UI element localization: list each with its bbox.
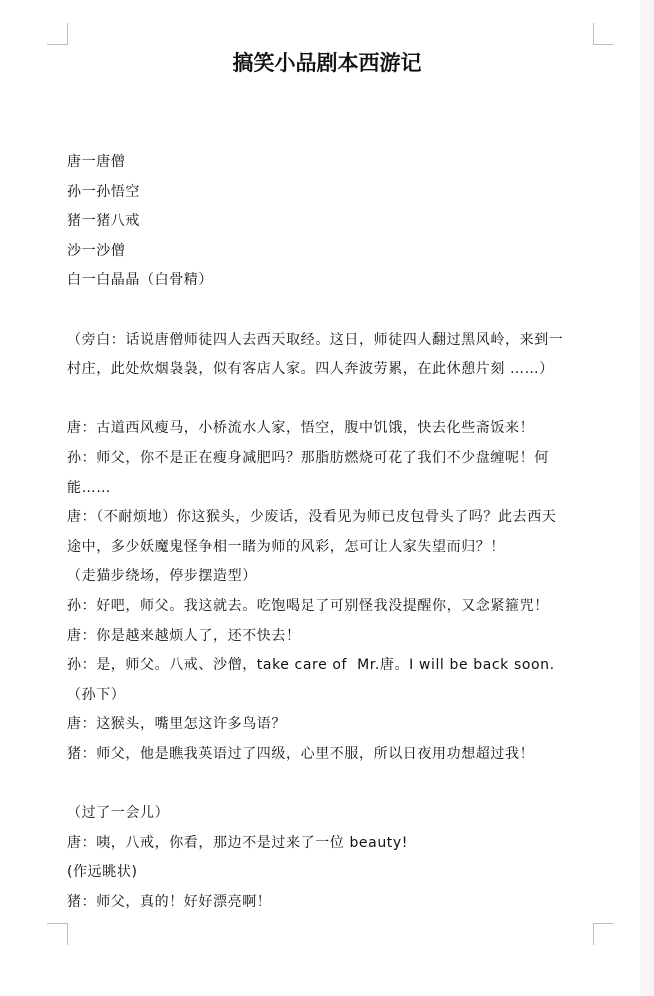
stage-direction: (作远眺状): [67, 864, 138, 881]
cast-item: 孙一孙悟空: [67, 183, 140, 200]
cast-list: [67, 148, 587, 296]
dialogue-line: 唐：（不耐烦地）你这猴头，少废话，没看见为师已皮包骨头了吗？此去西天: [67, 509, 557, 526]
dialogue-line: 唐：这猴头，嘴里怎这许多鸟语？: [67, 716, 286, 733]
page-corner-mark-top-left: [47, 23, 68, 45]
narration-line: 村庄，此处炊烟袅袅，似有客店人家。四人奔波劳累，在此休憩片刻 ……）: [67, 361, 554, 378]
dialogue-section-2: [67, 799, 587, 917]
blank-line: [67, 385, 587, 415]
narration: [67, 326, 587, 385]
stage-direction: （过了一会儿）: [67, 805, 170, 822]
cast-item: 唐一唐僧: [67, 154, 126, 170]
dialogue-line: 孙：师父，你不是正在瘦身减肥吗？那脂肪燃烧可花了我们不少盘缠呢！何: [67, 449, 549, 466]
dialogue-line: 唐：你是越来越烦人了，还不快去！: [67, 627, 301, 644]
document-body[interactable]: [67, 148, 587, 917]
dialogue-section: [67, 414, 587, 769]
page-corner-mark-top-right: [593, 23, 614, 45]
dialogue-line: 孙：是，师父。八戒、沙僧，take care of Mr.唐。I will be back soon.: [67, 657, 555, 674]
stage-direction: （孙下）: [67, 686, 126, 703]
dialogue-line: 猪：师父，真的！好好漂亮啊！: [67, 893, 272, 910]
dialogue-line: 途中，多少妖魔鬼怪争相一睹为师的风彩，怎可让人家失望而归？！: [67, 538, 505, 555]
dialogue-line: 孙：好吧，师父。我这就去。吃饱喝足了可别怪我没提醒你，又念紧箍咒！: [67, 597, 549, 614]
narration-line: （旁白：话说唐僧师徒四人去西天取经。这日，师徒四人翻过黑风岭，来到一: [67, 331, 564, 348]
dialogue-line: 猪：师父，他是瞧我英语过了四级，心里不服，所以日夜用功想超过我！: [67, 745, 535, 762]
blank-line: [67, 296, 587, 326]
window-side-strip: [640, 0, 654, 996]
page-corner-mark-bottom-left: [47, 923, 68, 945]
cast-item: 沙一沙僧: [67, 242, 126, 259]
stage-direction: （走猫步绕场，停步摆造型）: [67, 568, 257, 585]
cast-item: 白一白晶晶（白骨精）: [67, 272, 213, 289]
dialogue-line: 能……: [67, 479, 111, 496]
page-corner-mark-bottom-right: [593, 923, 614, 945]
cast-item: 猪一猪八戒: [67, 213, 140, 230]
document-title: 搞笑小品剧本西游记: [232, 50, 422, 75]
blank-line: [67, 769, 587, 799]
dialogue-line: 唐：咦，八戒，你看，那边不是过来了一位 beauty!: [67, 834, 408, 851]
dialogue-line: 唐：古道西风瘦马，小桥流水人家，悟空，腹中饥饿，快去化些斋饭来！: [67, 420, 535, 437]
